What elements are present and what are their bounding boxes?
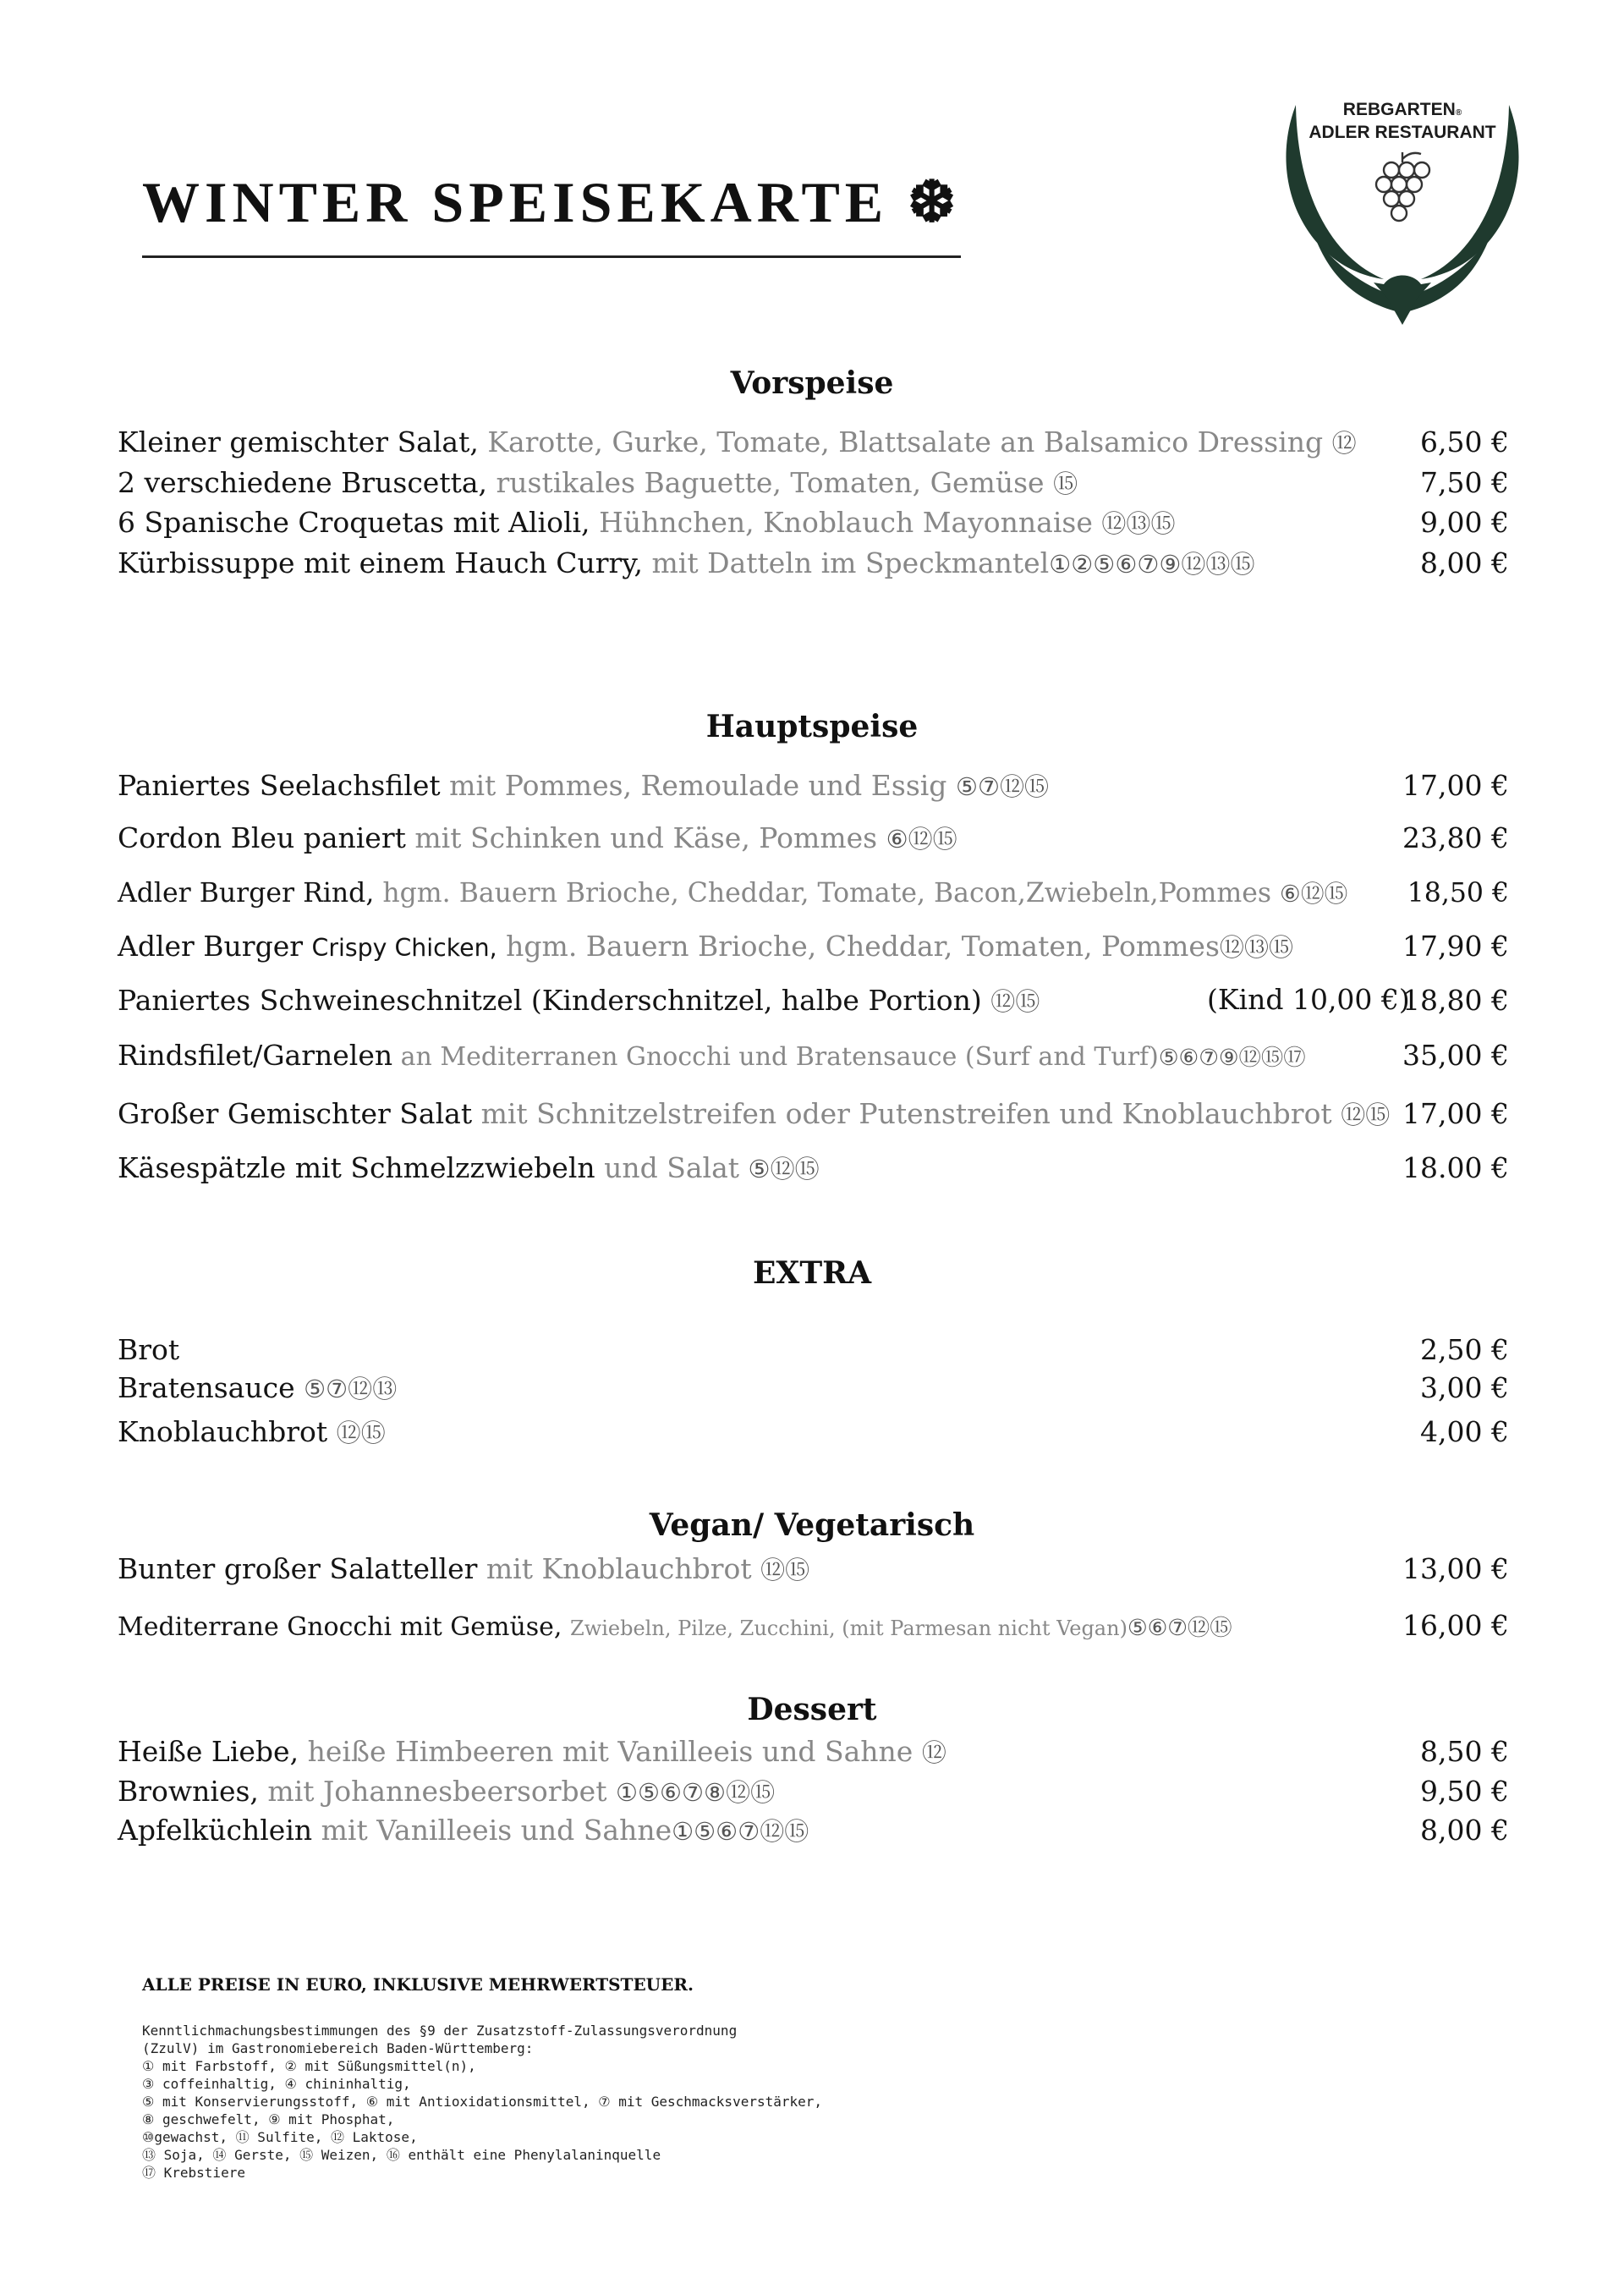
item-description: Zwiebeln, Pilze, Zucchini, (mit Parmesan nicht Vegan) [570, 1617, 1127, 1640]
allergen-codes: ⑫⑮ [1341, 1101, 1391, 1129]
price-note: ALLE PREISE IN EURO, INKLUSIVE MEHRWERTSTEUER. [142, 1974, 694, 1995]
allergen-codes: ①⑤⑥⑦⑧⑫⑮ [615, 1778, 776, 1807]
item-name: Cordon Bleu paniert [118, 821, 406, 854]
allergen-codes: ⑫⑮ [990, 987, 1040, 1016]
item-name: Heiße Liebe, [118, 1735, 299, 1768]
allergen-codes: ⑤⑫⑮ [748, 1155, 820, 1183]
allergen-codes: ⑫⑮ [336, 1419, 386, 1447]
item-price: 8,00 € [1420, 546, 1509, 579]
allergen-codes: ①②⑤⑥⑦⑨⑫⑬⑮ [1049, 550, 1255, 579]
allergen-codes: ⑫⑬⑮ [1101, 509, 1176, 538]
legend-line: ⑬ Soja, ⑭ Gerste, ⑮ Weizen, ⑯ enthält eine Phenylalaninquelle [142, 2147, 661, 2163]
allergen-codes: ⑫ [1331, 429, 1357, 458]
item-name: Apfelküchlein [118, 1814, 313, 1847]
legend-line: ⑤ mit Konservierungsstoff, ⑥ mit Antioxidationsmittel, ⑦ mit Geschmacksverstärker, [142, 2094, 823, 2110]
item-price: 23,80 € [1402, 821, 1509, 854]
menu-item [118, 1414, 1509, 1449]
item-name: Paniertes Seelachsfilet [118, 769, 441, 802]
item-description: mit Datteln im Speckmantel [651, 546, 1050, 579]
legend-line: ⑩gewachst, ⑪ Sulfite, ⑫ Laktose, [142, 2129, 418, 2145]
title-text: WINTER SPEISEKARTE [142, 170, 889, 234]
grapes-icon [1376, 152, 1429, 221]
item-name: Adler Burger Rind, [118, 878, 375, 908]
item-name: Adler Burger Crispy Chicken, [118, 930, 497, 963]
menu-item [118, 1774, 1509, 1809]
allergen-codes: ⑥⑫⑮ [886, 825, 957, 854]
section-heading-extra: EXTRA [752, 1255, 871, 1291]
item-name: Brownies, [118, 1775, 259, 1808]
item-name: Bratensauce [118, 1371, 295, 1404]
item-price: 8,00 € [1420, 1814, 1509, 1847]
item-price: 18.00 € [1402, 1151, 1509, 1184]
menu-item [118, 1039, 1509, 1072]
allergen-codes: ⑥⑫⑮ [1280, 880, 1348, 908]
restaurant-logo [1276, 91, 1529, 345]
item-price: 13,00 € [1402, 1552, 1509, 1585]
menu-item [118, 1813, 1509, 1847]
legend-line: ① mit Farbstoff, ② mit Süßungsmittel(n), [142, 2058, 476, 2074]
item-price: 18,50 € [1407, 878, 1509, 908]
section-heading-vorspeise: Vorspeise [730, 365, 894, 401]
legend-line: ⑰ Krebstiere [142, 2165, 245, 2181]
item-description: heiße Himbeeren mit Vanilleeis und Sahne [307, 1735, 914, 1768]
section-heading-dessert: Dessert [747, 1692, 877, 1727]
logo-line1: REBGARTEN® [1342, 100, 1462, 119]
item-name: Knoblauchbrot [118, 1415, 328, 1448]
menu-item [118, 1370, 1509, 1405]
allergen-codes: ⑫⑬⑮ [1219, 933, 1294, 962]
menu-item [118, 425, 1509, 459]
section-heading-hauptspeise: Hauptspeise [705, 709, 919, 744]
menu-item [118, 929, 1509, 963]
logo-line2: ADLER RESTAURANT [1309, 123, 1496, 142]
item-price: 4,00 € [1420, 1415, 1509, 1448]
menu-item [118, 505, 1509, 540]
item-description: und Salat [604, 1151, 740, 1184]
allergen-codes: ⑤⑥⑦⑫⑮ [1127, 1615, 1232, 1641]
section-heading-vegan: Vegan/ Vegetarisch [649, 1507, 975, 1543]
allergen-codes: ⑤⑦⑫⑮ [955, 772, 1050, 801]
item-name: Mediterrane Gnocchi mit Gemüse, [118, 1612, 562, 1642]
allergen-legend [142, 2022, 903, 2182]
item-price: 3,00 € [1420, 1371, 1509, 1404]
item-price: 17,90 € [1402, 930, 1509, 963]
allergen-codes: ①⑤⑥⑦⑫⑮ [672, 1817, 809, 1846]
item-name: Rindsfilet/Garnelen [118, 1039, 393, 1072]
item-price: 6,50 € [1420, 425, 1509, 458]
item-price: 35,00 € [1402, 1039, 1509, 1072]
snowflake-icon: ❆ [908, 170, 962, 234]
menu-item [118, 821, 1509, 855]
item-price: 8,50 € [1420, 1735, 1509, 1768]
allergen-codes: ⑮ [1053, 469, 1078, 498]
menu-item [118, 983, 1509, 1018]
item-name: Bunter großer Salatteller [118, 1552, 478, 1585]
item-price: 18,80 € [1402, 984, 1509, 1017]
item-name: 6 Spanische Croquetas mit Alioli, [118, 506, 590, 539]
item-description: hgm. Bauern Brioche, Cheddar, Tomate, Bacon,Zwiebeln,Pommes [382, 878, 1272, 908]
item-description: mit Knoblauchbrot [486, 1552, 752, 1585]
menu-item [118, 1096, 1509, 1131]
menu-item [118, 768, 1509, 803]
allergen-codes: ⑫ [921, 1738, 946, 1767]
item-description: mit Pommes, Remoulade und Essig [449, 769, 947, 802]
kid-price: (Kind 10,00 €) [1207, 983, 1410, 1016]
item-description: rustikales Baguette, Tomaten, Gemüse [496, 466, 1045, 499]
menu-item [118, 465, 1509, 500]
allergen-codes: ⑤⑥⑦⑨⑫⑮⑰ [1158, 1045, 1306, 1071]
legend-line: ③ coffeinhaltig, ④ chininhaltig, [142, 2076, 411, 2092]
legend-line: ⑧ geschwefelt, ⑨ mit Phosphat, [142, 2111, 395, 2127]
item-price: 9,50 € [1420, 1775, 1509, 1808]
menu-item [118, 875, 1509, 908]
item-name: Brot [118, 1333, 180, 1366]
item-description: hgm. Bauern Brioche, Cheddar, Tomaten, Pommes [506, 930, 1220, 963]
menu-item [118, 1333, 1509, 1366]
item-description: Karotte, Gurke, Tomate, Blattsalate an Balsamico Dressing [487, 425, 1324, 458]
menu-item [118, 1150, 1509, 1185]
item-name: Kürbissuppe mit einem Hauch Curry, [118, 546, 644, 579]
allergen-codes: ⑫⑮ [760, 1556, 810, 1584]
item-price: 16,00 € [1402, 1609, 1509, 1642]
menu-item [118, 1609, 1509, 1642]
allergen-codes: ⑤⑦⑫⑬ [304, 1375, 398, 1403]
item-name: Kleiner gemischter Salat, [118, 425, 479, 458]
item-price: 2,50 € [1420, 1333, 1509, 1366]
item-name: Großer Gemischter Salat [118, 1097, 473, 1130]
item-description: mit Vanilleeis und Sahne [321, 1814, 672, 1847]
menu-item [118, 1734, 1509, 1769]
item-name: Paniertes Schweineschnitzel (Kinderschnitzel, halbe Portion) [118, 984, 982, 1017]
legend-line: (ZzulV) im Gastronomiebereich Baden-Württemberg: [142, 2040, 534, 2056]
item-description: mit Schinken und Käse, Pommes [414, 821, 878, 854]
item-price: 7,50 € [1420, 466, 1509, 499]
menu-item [118, 546, 1509, 580]
title-underline [142, 255, 961, 258]
item-description: mit Schnitzelstreifen oder Putenstreifen und Knoblauchbrot [480, 1097, 1332, 1130]
item-name: 2 verschiedene Bruscetta, [118, 466, 488, 499]
item-name: Käsespätzle mit Schmelzzwiebeln [118, 1151, 595, 1184]
item-price: 17,00 € [1402, 1097, 1509, 1130]
item-description: mit Johannesbeersorbet [267, 1775, 607, 1808]
item-price: 9,00 € [1420, 506, 1509, 539]
item-price: 17,00 € [1402, 769, 1509, 802]
legend-line: Kenntlichmachungsbestimmungen des §9 der Zusatzstoff-Zulassungsverordnung [142, 2023, 738, 2039]
page-title [142, 169, 961, 236]
item-description: an Mediterranen Gnocchi und Bratensauce (Surf and Turf) [400, 1042, 1159, 1072]
menu-item [118, 1551, 1509, 1586]
item-description: Hühnchen, Knoblauch Mayonnaise [599, 506, 1093, 539]
